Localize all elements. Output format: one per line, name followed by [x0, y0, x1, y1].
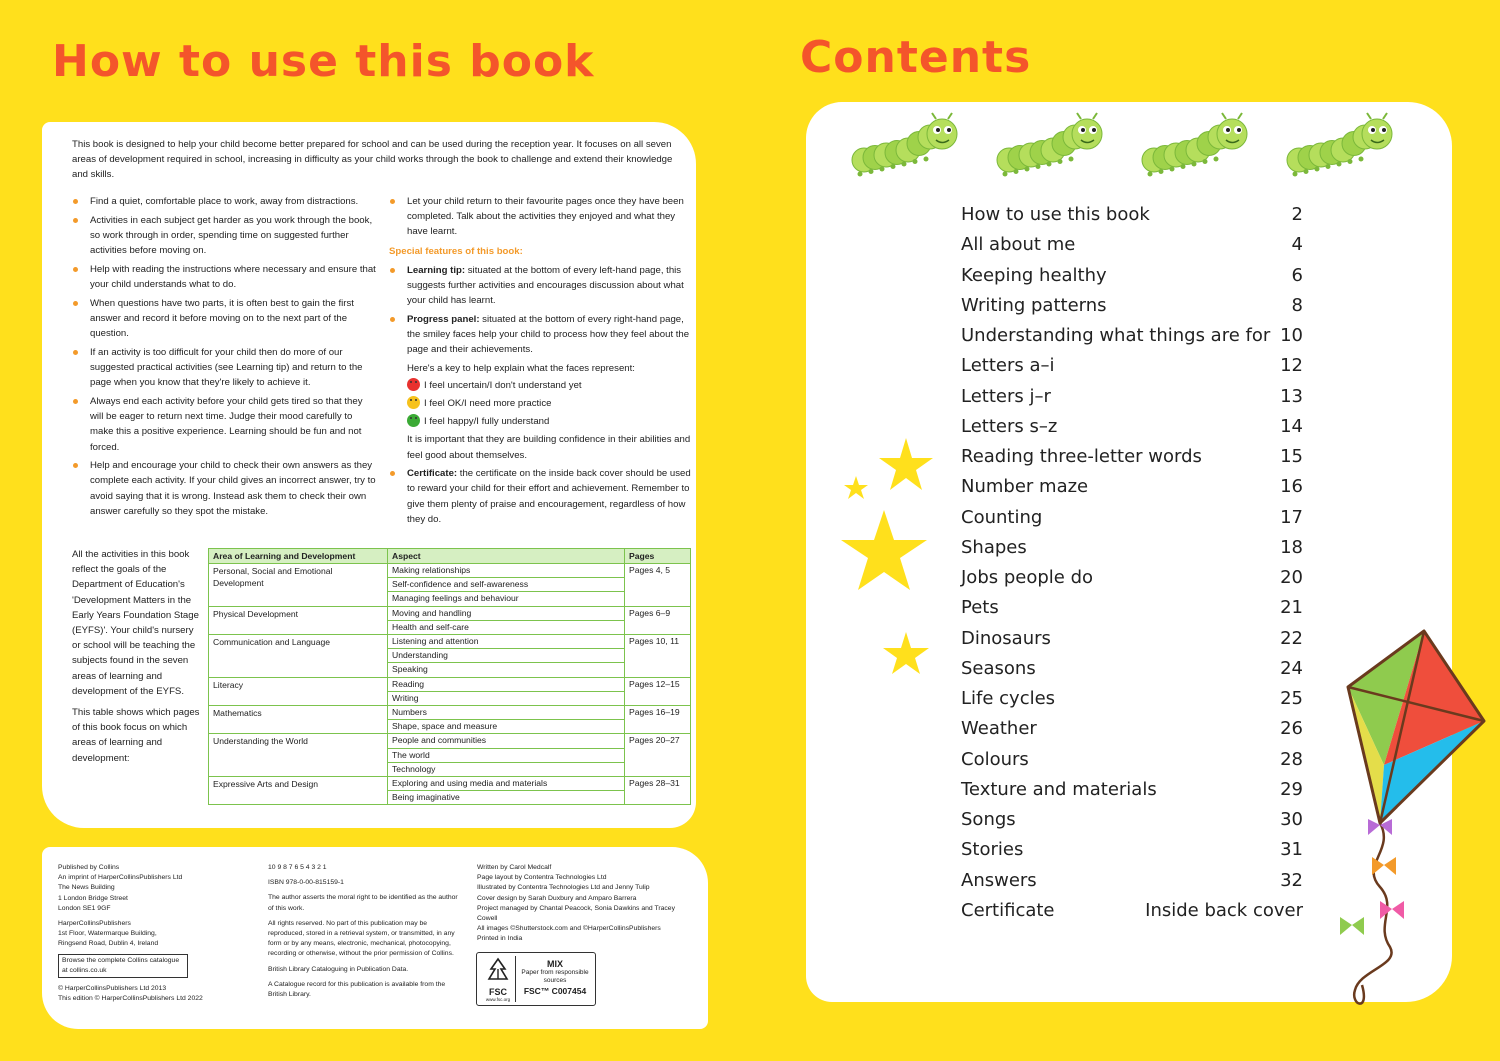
tip-item: Always end each activity before your child gets tired so that they will be eager to return next time. Judge their mood carefully to make this a positive experience. Learning should be fun and not forced. [72, 394, 377, 455]
fsc-logo-icon: FSC www.fsc.org [481, 956, 516, 1002]
tip-item: When questions have two parts, it is often best to gain the first answer and record it before moving on to the next part of the question. [72, 296, 377, 342]
imprint-line: Cover design by Sarah Duxbury and Amparo Barrera [477, 894, 637, 902]
table-cell-aspect: Making relationships [388, 564, 625, 578]
contents-item[interactable] [961, 805, 1303, 835]
imprint-line: Published by Collins [58, 864, 120, 871]
contents-item[interactable] [961, 593, 1303, 623]
contents-list [961, 200, 1303, 926]
table-cell-aspect: Health and self-care [388, 620, 625, 634]
imprint-line: A Catalogue record for this publication is available from the British Library. [268, 980, 446, 999]
contents-item-page: Inside back cover [1145, 899, 1303, 921]
confidence-text: It is important that they are building confidence in their abilities and feel good about themselves. [407, 434, 691, 461]
table-row [209, 734, 691, 748]
imprint-line: 1st Floor, Watermarque Building, [58, 930, 157, 938]
table-cell-area: Expressive Arts and Design [209, 777, 388, 805]
contents-item[interactable] [961, 563, 1303, 593]
contents-item-title: Letters a–i [961, 355, 1055, 377]
contents-item-title: All about me [961, 234, 1076, 256]
contents-item-title: Seasons [961, 657, 1036, 679]
contents-item[interactable] [961, 684, 1303, 714]
tip-item: Find a quiet, comfortable place to work, away from distractions. [72, 194, 377, 209]
contents-item-title: Jobs people do [961, 567, 1094, 588]
imprint-line: Page layout by Contentra Technologies Ltd [477, 874, 607, 882]
table-header: Area of Learning and Development [209, 549, 388, 564]
imprint-column-1: Published by Collins An imprint of HarperCollinsPublishers Ltd The News Building 1 London Bridge Street London SE1 9GF HarperCollinsPublishers 1st Floor, Watermarque Building, Ringsend Road, Dublin 4, Ireland Browse the complete Collins catalogue at collins.co.uk © HarperCollinsPublishers Ltd 2013 This edition © HarperCollinsPublishers Ltd 2022 [58, 863, 248, 1004]
table-cell-pages: Pages 16–19 [625, 706, 691, 734]
table-cell-area: Communication and Language [209, 635, 388, 678]
imprint-column-2 [268, 863, 463, 1000]
table-cell-pages: Pages 4, 5 [625, 564, 691, 607]
certificate-item: Certificate: the certificate on the inside back cover should be used to reward your child for their effort and achievement. Remember to give them plenty of praise and encouragement, regardless of how they do. [389, 466, 694, 527]
table-header: Pages [625, 549, 691, 564]
contents-item-title: Life cycles [961, 688, 1056, 709]
table-cell-aspect: Shape, space and measure [388, 720, 625, 734]
table-cell-aspect: Technology [388, 762, 625, 776]
table-cell-pages: Pages 28–31 [625, 777, 691, 805]
face-key-item: I feel uncertain/I don't understand yet [407, 378, 694, 393]
face-key-item: I feel happy/I fully understand [407, 414, 694, 429]
contents-item-page: 15 [1280, 446, 1303, 467]
table-cell-pages: Pages 10, 11 [625, 635, 691, 678]
table-cell-area: Mathematics [209, 706, 388, 734]
contents-item-title: Colours [961, 748, 1029, 770]
contents-item-title: Songs [961, 809, 1016, 830]
table-cell-pages: Pages 12–15 [625, 677, 691, 705]
contents-item[interactable] [961, 866, 1303, 896]
table-cell-aspect: Self-confidence and self-awareness [388, 578, 625, 592]
imprint-line: ISBN 978-0-00-815159-1 [268, 879, 344, 887]
contents-item-page: 14 [1280, 415, 1303, 437]
contents-item[interactable] [961, 200, 1303, 230]
imprint-line: All images ©Shutterstock.com and ©HarperCollinsPublishers [477, 925, 661, 933]
caterpillar-icon [1287, 113, 1392, 177]
kite-icon [1300, 625, 1490, 1025]
contents-item[interactable] [961, 321, 1303, 351]
caterpillar-icon [1142, 113, 1247, 177]
smiley-face-icon [407, 396, 420, 409]
contents-item-page: 26 [1280, 718, 1303, 740]
tip-item: Help and encourage your child to check their own answers as they complete each activity. If your child gives an incorrect answer, try to avoid saying that it is wrong. Instead ask them to check their own answer carefully so they spot the mistake. [72, 458, 377, 519]
table-cell-area: Understanding the World [209, 734, 388, 777]
caterpillar-icon [852, 113, 957, 177]
eyfs-side-text: All the activities in this book reflect the goals of the Department of Education's 'Development Matters in the Early Years Foundation Stage (EYFS)'. Your child's nursery or school will be teaching the subjects found in the seven areas of learning and development of the EYFS. This table shows which pages of this book focus on which areas of learning and development: [72, 549, 200, 764]
table-cell-aspect: The world [388, 748, 625, 762]
contents-item-title: Letters s–z [961, 415, 1058, 437]
contents-item[interactable] [961, 351, 1303, 381]
imprint-line: The author asserts the moral right to be identified as the author of this work. [268, 894, 458, 912]
contents-item-title: Dinosaurs [961, 627, 1051, 649]
contents-item-page: 8 [1291, 294, 1303, 316]
stars [830, 430, 940, 680]
imprint-line: Project managed by Chantal Peacock, Sonia Dawkins and Tracey Cowell [477, 904, 675, 923]
contents-item[interactable] [961, 533, 1303, 563]
table-row [209, 564, 691, 578]
eyfs-table [208, 548, 691, 805]
contents-item[interactable] [961, 230, 1303, 260]
table-cell-aspect: Speaking [388, 663, 625, 677]
contents-item-title: Shapes [961, 536, 1027, 558]
contents-item[interactable] [961, 714, 1303, 744]
caterpillars [850, 112, 1450, 192]
contents-item-title: Counting [961, 506, 1043, 528]
tips-column-1 [72, 194, 377, 523]
table-cell-aspect: Understanding [388, 649, 625, 663]
table-row [209, 677, 691, 691]
contents-item-title: Number maze [961, 476, 1089, 498]
page-title-right: Contents [800, 32, 1032, 83]
special-features-title: Special features of this book: [389, 245, 523, 257]
contents-item[interactable] [961, 472, 1303, 502]
table-cell-pages: Pages 6–9 [625, 606, 691, 634]
contents-item-title: Texture and materials [961, 778, 1157, 800]
contents-item-title: Weather [961, 718, 1037, 740]
table-cell-aspect: Writing [388, 691, 625, 705]
table-row [209, 606, 691, 620]
contents-item[interactable] [961, 261, 1303, 291]
table-cell-aspect: People and communities [388, 734, 625, 748]
progress-panel-item: Progress panel: situated at the bottom of every right-hand page, the smiley faces help your child to process how they feel about the page and their achievements. Here's a key to help explain what the faces represent: I feel uncertain/I don't understand yet I feel OK/I need more practice I feel happy/I fully understand It is important that they are building confidence in their abilities and feel good about themselves. [389, 312, 694, 463]
table-row [209, 635, 691, 649]
table-cell-aspect: Moving and handling [388, 606, 625, 620]
imprint-line: An imprint of HarperCollinsPublishers Ltd [58, 874, 183, 882]
contents-item-page: 16 [1280, 476, 1303, 498]
contents-item-page: 30 [1280, 809, 1303, 830]
contents-item[interactable] [961, 654, 1303, 684]
tip-item: Help with reading the instructions where necessary and ensure that your child understands what to do. [72, 262, 377, 292]
contents-item-page: 20 [1280, 567, 1303, 588]
contents-item[interactable] [961, 382, 1303, 412]
contents-item[interactable] [961, 291, 1303, 321]
contents-item[interactable] [961, 745, 1303, 775]
imprint-column-3 [477, 863, 677, 945]
contents-item-title: Letters j–r [961, 385, 1051, 407]
contents-item[interactable] [961, 412, 1303, 442]
contents-item-page: 28 [1280, 748, 1303, 770]
contents-item-page: 22 [1280, 627, 1303, 649]
table-cell-aspect: Being imaginative [388, 791, 625, 805]
smiley-face-icon [407, 414, 420, 427]
imprint-line: 1 London Bridge Street [58, 894, 128, 902]
imprint-line: 10 9 8 7 6 5 4 3 2 1 [268, 864, 327, 871]
key-intro: Here's a key to help explain what the faces represent: [407, 362, 635, 374]
contents-item-title: Writing patterns [961, 294, 1107, 316]
imprint-line: Printed in India [477, 935, 523, 943]
imprint-line: Written by Carol Medcalf [477, 864, 552, 871]
contents-item-page: 2 [1291, 204, 1303, 225]
contents-item-title: Certificate [961, 899, 1055, 921]
imprint-line: The News Building [58, 884, 115, 892]
contents-item[interactable] [961, 896, 1303, 926]
table-cell-aspect: Numbers [388, 706, 625, 720]
table-cell-area: Physical Development [209, 606, 388, 634]
star-icon [844, 476, 868, 499]
star-icon [883, 632, 929, 674]
contents-item-title: Keeping healthy [961, 264, 1107, 286]
table-row [209, 777, 691, 791]
table-cell-aspect: Reading [388, 677, 625, 691]
contents-item-page: 31 [1280, 839, 1303, 861]
star-icon [841, 510, 927, 590]
imprint-line: London SE1 9GF [58, 904, 111, 912]
page-title-left: How to use this book [52, 36, 595, 87]
contents-item[interactable] [961, 503, 1303, 533]
table-header: Aspect [388, 549, 625, 564]
contents-item-title: Answers [961, 869, 1037, 891]
star-icon [879, 438, 933, 490]
face-key-item: I feel OK/I need more practice [407, 396, 694, 411]
learning-tip-item: Learning tip: situated at the bottom of every left-hand page, this suggests further activities and encourages discussion about what your child has learnt. [389, 263, 694, 309]
imprint-line: British Library Cataloguing in Publication Data. [268, 965, 409, 973]
contents-item-page: 29 [1280, 778, 1303, 800]
tip-item: If an activity is too difficult for your child then do more of our suggested practical activities (see Learning tip) and return to the page when you know that they're likely to achieve it. [72, 345, 377, 391]
catalogue-box: Browse the complete Collins catalogue at collins.co.uk [58, 954, 188, 978]
contents-item-page: 25 [1280, 688, 1303, 709]
contents-item-title: Understanding what things are for [961, 325, 1271, 346]
contents-item-page: 21 [1280, 597, 1303, 619]
contents-item[interactable] [961, 835, 1303, 865]
imprint-line: Illustrated by Contentra Technologies Ltd and Jenny Tulip [477, 884, 650, 892]
contents-item[interactable] [961, 442, 1303, 472]
contents-item-page: 10 [1280, 325, 1303, 346]
contents-item-page: 12 [1280, 355, 1303, 377]
contents-item-page: 17 [1280, 506, 1303, 528]
tips-column-2 [389, 194, 694, 531]
contents-item-page: 13 [1280, 385, 1303, 407]
fsc-badge: FSC www.fsc.org MIX Paper from responsible sources FSC™ C007454 [476, 952, 596, 1006]
table-cell-area: Personal, Social and Emotional Development [209, 564, 388, 607]
contents-item[interactable] [961, 624, 1303, 654]
tip-item: Activities in each subject get harder as you work through the book, so work through in order, spending time on suggested further activities before moving on. [72, 213, 377, 259]
table-cell-aspect: Listening and attention [388, 635, 625, 649]
table-cell-aspect: Exploring and using media and materials [388, 777, 625, 791]
table-cell-area: Literacy [209, 677, 388, 705]
intro-text: This book is designed to help your child become better prepared for school and can be used during the reception year. It focuses on all seven areas of development required in school, increasing in difficulty as your child works through the book to challenge and extend their knowledge and skills. [72, 139, 673, 181]
imprint-line: Ringsend Road, Dublin 4, Ireland [58, 940, 159, 948]
contents-item-title: Reading three-letter words [961, 446, 1202, 467]
imprint-line: HarperCollinsPublishers [58, 920, 131, 928]
contents-item-page: 4 [1291, 234, 1303, 256]
contents-item[interactable] [961, 775, 1303, 805]
contents-item-title: How to use this book [961, 204, 1150, 225]
contents-item-page: 18 [1280, 536, 1303, 558]
smiley-face-icon [407, 378, 420, 391]
table-cell-aspect: Managing feelings and behaviour [388, 592, 625, 606]
imprint-line: All rights reserved. No part of this publication may be reproduced, stored in a retrieval system, or transmitted, in any form or by any means, electronic, mechanical, photocopying, recording or otherwise, without the prior permission of Collins. [268, 919, 455, 958]
contents-item-title: Stories [961, 839, 1024, 861]
contents-item-page: 32 [1280, 869, 1303, 891]
contents-item-title: Pets [961, 597, 999, 619]
tip-item: Let your child return to their favourite pages once they have been completed. Talk about the activities they enjoyed and what they have learnt. [389, 194, 694, 240]
contents-item-page: 24 [1280, 657, 1303, 679]
contents-item-page: 6 [1291, 264, 1303, 286]
caterpillar-icon [997, 113, 1102, 177]
table-cell-pages: Pages 20–27 [625, 734, 691, 777]
table-row [209, 706, 691, 720]
